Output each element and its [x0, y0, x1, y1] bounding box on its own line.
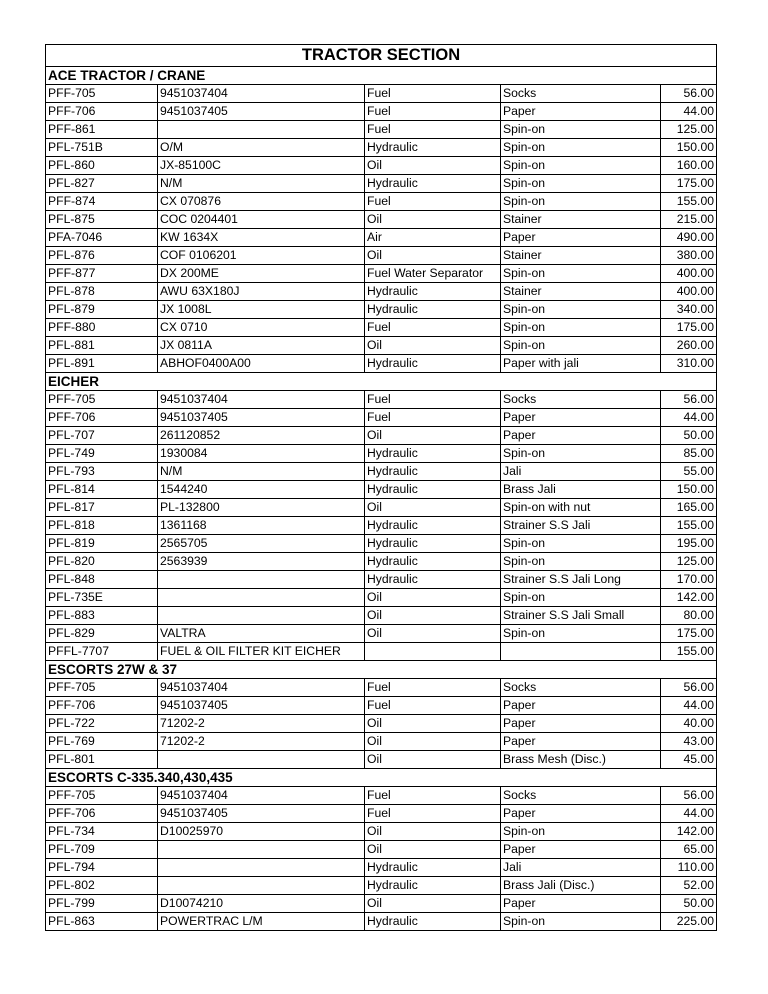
part-number-cell: PFL-878 [46, 283, 158, 301]
table-row [46, 841, 717, 859]
part-number-cell: PFL-875 [46, 211, 158, 229]
filter-application-cell: Hydraulic [365, 535, 501, 553]
filter-application-cell: Fuel [365, 319, 501, 337]
table-row [46, 679, 717, 697]
price-cell: 110.00 [661, 859, 717, 877]
filter-type-cell: Spin-on [501, 589, 661, 607]
price-cell: 400.00 [661, 265, 717, 283]
filter-type-cell: Jali [501, 463, 661, 481]
filter-application-cell: Hydraulic [365, 877, 501, 895]
price-cell: 80.00 [661, 607, 717, 625]
oem-reference-cell [158, 571, 365, 589]
sheet-title: TRACTOR SECTION [46, 45, 717, 67]
table-row [46, 175, 717, 193]
oem-reference-cell: 9451037405 [158, 805, 365, 823]
filter-type-cell: Paper with jali [501, 355, 661, 373]
part-number-cell: PFL-860 [46, 157, 158, 175]
table-row [46, 607, 717, 625]
filter-type-cell: Spin-on [501, 445, 661, 463]
price-cell: 175.00 [661, 625, 717, 643]
price-cell: 160.00 [661, 157, 717, 175]
filter-application-cell: Oil [365, 157, 501, 175]
filter-type-cell: Spin-on [501, 157, 661, 175]
filter-type-cell: Paper [501, 805, 661, 823]
price-cell: 44.00 [661, 409, 717, 427]
part-number-cell: PFA-7046 [46, 229, 158, 247]
filter-type-cell [501, 643, 661, 661]
filter-type-cell: Stainer [501, 283, 661, 301]
filter-application-cell: Oil [365, 247, 501, 265]
part-number-cell: PFL-876 [46, 247, 158, 265]
title-row [46, 45, 717, 67]
price-cell: 175.00 [661, 319, 717, 337]
oem-reference-cell: CX 070876 [158, 193, 365, 211]
filter-application-cell: Fuel [365, 391, 501, 409]
oem-reference-cell [158, 121, 365, 139]
oem-reference-cell: 9451037404 [158, 391, 365, 409]
table-row [46, 301, 717, 319]
price-cell: 56.00 [661, 787, 717, 805]
section-header-row [46, 67, 717, 85]
part-number-cell: PFL-799 [46, 895, 158, 913]
part-number-cell: PFL-818 [46, 517, 158, 535]
oem-reference-cell [158, 589, 365, 607]
filter-type-cell: Stainer [501, 211, 661, 229]
filter-application-cell: Oil [365, 733, 501, 751]
filter-type-cell: Socks [501, 85, 661, 103]
filter-type-cell: Jali [501, 859, 661, 877]
table-row [46, 265, 717, 283]
part-number-cell: PFL-883 [46, 607, 158, 625]
table-row [46, 319, 717, 337]
filter-application-cell: Fuel [365, 103, 501, 121]
oem-reference-cell: D10074210 [158, 895, 365, 913]
part-number-cell: PFF-705 [46, 85, 158, 103]
oem-reference-cell: COF 0106201 [158, 247, 365, 265]
section-title: ESCORTS C-335.340,430,435 [46, 769, 717, 787]
filter-application-cell: Hydraulic [365, 283, 501, 301]
filter-application-cell: Fuel [365, 679, 501, 697]
filter-application-cell: Oil [365, 841, 501, 859]
oem-reference-cell: JX 1008L [158, 301, 365, 319]
filter-application-cell: Oil [365, 607, 501, 625]
price-cell: 155.00 [661, 643, 717, 661]
filter-application-cell [365, 643, 501, 661]
table-row [46, 427, 717, 445]
table-row [46, 697, 717, 715]
part-number-cell: PFL-769 [46, 733, 158, 751]
part-number-cell: PFL-751B [46, 139, 158, 157]
part-number-cell: PFL-722 [46, 715, 158, 733]
price-cell: 125.00 [661, 553, 717, 571]
filter-application-cell: Hydraulic [365, 517, 501, 535]
filter-application-cell: Fuel [365, 697, 501, 715]
table-row [46, 859, 717, 877]
part-number-cell: PFL-819 [46, 535, 158, 553]
table-row [46, 463, 717, 481]
oem-reference-cell: N/M [158, 175, 365, 193]
oem-reference-cell: 1930084 [158, 445, 365, 463]
part-number-cell: PFL-749 [46, 445, 158, 463]
part-number-cell: PFF-874 [46, 193, 158, 211]
price-cell: 125.00 [661, 121, 717, 139]
filter-application-cell: Fuel [365, 121, 501, 139]
part-number-cell: PFL-891 [46, 355, 158, 373]
table-row [46, 85, 717, 103]
filter-type-cell: Paper [501, 697, 661, 715]
filter-application-cell: Hydraulic [365, 445, 501, 463]
oem-reference-cell: O/M [158, 139, 365, 157]
table-row [46, 211, 717, 229]
price-cell: 340.00 [661, 301, 717, 319]
part-number-cell: PFF-706 [46, 697, 158, 715]
filter-type-cell: Paper [501, 715, 661, 733]
price-list-body [46, 45, 717, 931]
filter-application-cell: Fuel [365, 409, 501, 427]
filter-type-cell: Socks [501, 787, 661, 805]
table-row [46, 337, 717, 355]
part-number-cell: PFL-801 [46, 751, 158, 769]
table-row [46, 247, 717, 265]
filter-type-cell: Paper [501, 841, 661, 859]
table-row [46, 733, 717, 751]
price-cell: 155.00 [661, 193, 717, 211]
filter-type-cell: Brass Jali (Disc.) [501, 877, 661, 895]
oem-reference-cell: 9451037404 [158, 85, 365, 103]
part-number-cell: PFL-881 [46, 337, 158, 355]
price-cell: 56.00 [661, 391, 717, 409]
part-number-cell: PFL-794 [46, 859, 158, 877]
table-row [46, 715, 717, 733]
table-row [46, 823, 717, 841]
oem-reference-cell: JX-85100C [158, 157, 365, 175]
filter-application-cell: Fuel [365, 805, 501, 823]
table-row [46, 517, 717, 535]
oem-reference-cell: 1361168 [158, 517, 365, 535]
price-cell: 380.00 [661, 247, 717, 265]
price-cell: 260.00 [661, 337, 717, 355]
part-number-cell: PFL-709 [46, 841, 158, 859]
filter-type-cell: Spin-on [501, 193, 661, 211]
filter-type-cell: Spin-on [501, 535, 661, 553]
table-row [46, 103, 717, 121]
filter-type-cell: Strainer S.S Jali [501, 517, 661, 535]
filter-application-cell: Hydraulic [365, 913, 501, 931]
table-row [46, 625, 717, 643]
section-header-row [46, 661, 717, 679]
price-cell: 215.00 [661, 211, 717, 229]
table-row [46, 229, 717, 247]
part-number-cell: PFF-880 [46, 319, 158, 337]
oem-reference-cell: 9451037405 [158, 103, 365, 121]
section-title: ACE TRACTOR / CRANE [46, 67, 717, 85]
filter-type-cell: Spin-on [501, 337, 661, 355]
oem-reference-cell [158, 877, 365, 895]
filter-type-cell: Spin-on [501, 319, 661, 337]
table-row [46, 787, 717, 805]
table-row [46, 193, 717, 211]
table-row [46, 283, 717, 301]
filter-application-cell: Oil [365, 823, 501, 841]
price-cell: 150.00 [661, 481, 717, 499]
price-cell: 142.00 [661, 589, 717, 607]
oem-reference-cell: KW 1634X [158, 229, 365, 247]
oem-reference-cell: POWERTRAC L/M [158, 913, 365, 931]
part-number-cell: PFL-734 [46, 823, 158, 841]
filter-application-cell: Hydraulic [365, 481, 501, 499]
part-number-cell: PFL-793 [46, 463, 158, 481]
oem-reference-cell: ABHOF0400A00 [158, 355, 365, 373]
price-cell: 50.00 [661, 427, 717, 445]
filter-application-cell: Hydraulic [365, 175, 501, 193]
oem-reference-cell [158, 841, 365, 859]
part-number-cell: PFL-802 [46, 877, 158, 895]
price-cell: 142.00 [661, 823, 717, 841]
price-cell: 65.00 [661, 841, 717, 859]
section-header-row [46, 769, 717, 787]
price-cell: 225.00 [661, 913, 717, 931]
filter-type-cell: Spin-on [501, 553, 661, 571]
part-number-cell: PFL-829 [46, 625, 158, 643]
filter-application-cell: Oil [365, 337, 501, 355]
filter-type-cell: Paper [501, 895, 661, 913]
table-row [46, 499, 717, 517]
filter-type-cell: Spin-on [501, 913, 661, 931]
filter-application-cell: Fuel [365, 787, 501, 805]
filter-application-cell: Fuel [365, 193, 501, 211]
filter-application-cell: Oil [365, 499, 501, 517]
oem-reference-cell: AWU 63X180J [158, 283, 365, 301]
oem-reference-cell: 9451037405 [158, 697, 365, 715]
price-cell: 45.00 [661, 751, 717, 769]
oem-reference-cell: VALTRA [158, 625, 365, 643]
part-number-cell: PFL-820 [46, 553, 158, 571]
oem-reference-cell: 71202-2 [158, 715, 365, 733]
price-cell: 195.00 [661, 535, 717, 553]
oem-reference-cell: FUEL & OIL FILTER KIT EICHER [158, 643, 365, 661]
filter-type-cell: Spin-on [501, 301, 661, 319]
filter-application-cell: Oil [365, 625, 501, 643]
filter-type-cell: Paper [501, 103, 661, 121]
filter-application-cell: Fuel Water Separator [365, 265, 501, 283]
filter-application-cell: Oil [365, 751, 501, 769]
price-cell: 165.00 [661, 499, 717, 517]
filter-type-cell: Paper [501, 733, 661, 751]
filter-type-cell: Spin-on [501, 121, 661, 139]
price-cell: 40.00 [661, 715, 717, 733]
price-cell: 55.00 [661, 463, 717, 481]
part-number-cell: PFF-706 [46, 805, 158, 823]
table-row [46, 157, 717, 175]
price-cell: 155.00 [661, 517, 717, 535]
table-row [46, 355, 717, 373]
part-number-cell: PFL-848 [46, 571, 158, 589]
price-cell: 52.00 [661, 877, 717, 895]
part-number-cell: PFF-706 [46, 409, 158, 427]
oem-reference-cell: 2563939 [158, 553, 365, 571]
table-row [46, 895, 717, 913]
oem-reference-cell: 1544240 [158, 481, 365, 499]
filter-application-cell: Hydraulic [365, 553, 501, 571]
filter-type-cell: Stainer [501, 247, 661, 265]
price-cell: 50.00 [661, 895, 717, 913]
filter-application-cell: Oil [365, 895, 501, 913]
oem-reference-cell: N/M [158, 463, 365, 481]
oem-reference-cell: 71202-2 [158, 733, 365, 751]
table-row [46, 805, 717, 823]
table-row [46, 121, 717, 139]
oem-reference-cell: 2565705 [158, 535, 365, 553]
filter-type-cell: Brass Jali [501, 481, 661, 499]
oem-reference-cell: D10025970 [158, 823, 365, 841]
filter-application-cell: Oil [365, 589, 501, 607]
oem-reference-cell: COC 0204401 [158, 211, 365, 229]
table-row [46, 877, 717, 895]
filter-application-cell: Hydraulic [365, 355, 501, 373]
filter-type-cell: Paper [501, 427, 661, 445]
part-number-cell: PFL-827 [46, 175, 158, 193]
oem-reference-cell: 9451037405 [158, 409, 365, 427]
table-row [46, 391, 717, 409]
filter-type-cell: Spin-on [501, 139, 661, 157]
price-list-table [45, 44, 717, 931]
part-number-cell: PFL-735E [46, 589, 158, 607]
oem-reference-cell: JX 0811A [158, 337, 365, 355]
part-number-cell: PFL-814 [46, 481, 158, 499]
price-cell: 400.00 [661, 283, 717, 301]
table-row [46, 553, 717, 571]
oem-reference-cell [158, 859, 365, 877]
price-cell: 490.00 [661, 229, 717, 247]
filter-application-cell: Oil [365, 427, 501, 445]
filter-type-cell: Socks [501, 391, 661, 409]
oem-reference-cell [158, 751, 365, 769]
filter-type-cell: Spin-on [501, 823, 661, 841]
price-cell: 43.00 [661, 733, 717, 751]
price-cell: 56.00 [661, 679, 717, 697]
oem-reference-cell: 261120852 [158, 427, 365, 445]
part-number-cell: PFL-817 [46, 499, 158, 517]
oem-reference-cell: CX 0710 [158, 319, 365, 337]
filter-type-cell: Brass Mesh (Disc.) [501, 751, 661, 769]
filter-type-cell: Spin-on [501, 265, 661, 283]
filter-application-cell: Hydraulic [365, 463, 501, 481]
table-row [46, 589, 717, 607]
filter-type-cell: Socks [501, 679, 661, 697]
filter-type-cell: Paper [501, 229, 661, 247]
filter-type-cell: Paper [501, 409, 661, 427]
part-number-cell: PFF-705 [46, 679, 158, 697]
table-row [46, 643, 717, 661]
filter-application-cell: Hydraulic [365, 571, 501, 589]
section-title: EICHER [46, 373, 717, 391]
filter-type-cell: Spin-on [501, 175, 661, 193]
price-cell: 170.00 [661, 571, 717, 589]
part-number-cell: PFF-861 [46, 121, 158, 139]
oem-reference-cell: 9451037404 [158, 787, 365, 805]
part-number-cell: PFL-863 [46, 913, 158, 931]
price-cell: 56.00 [661, 85, 717, 103]
price-cell: 44.00 [661, 697, 717, 715]
price-cell: 175.00 [661, 175, 717, 193]
price-cell: 150.00 [661, 139, 717, 157]
table-row [46, 139, 717, 157]
table-row [46, 445, 717, 463]
part-number-cell: PFL-707 [46, 427, 158, 445]
filter-type-cell: Strainer S.S Jali Small [501, 607, 661, 625]
part-number-cell: PFFL-7707 [46, 643, 158, 661]
filter-application-cell: Oil [365, 715, 501, 733]
oem-reference-cell: 9451037404 [158, 679, 365, 697]
part-number-cell: PFL-879 [46, 301, 158, 319]
table-row [46, 913, 717, 931]
price-cell: 310.00 [661, 355, 717, 373]
filter-type-cell: Strainer S.S Jali Long [501, 571, 661, 589]
filter-application-cell: Air [365, 229, 501, 247]
part-number-cell: PFF-877 [46, 265, 158, 283]
price-cell: 44.00 [661, 103, 717, 121]
filter-application-cell: Hydraulic [365, 859, 501, 877]
table-row [46, 535, 717, 553]
price-cell: 85.00 [661, 445, 717, 463]
filter-application-cell: Hydraulic [365, 301, 501, 319]
oem-reference-cell: DX 200ME [158, 265, 365, 283]
part-number-cell: PFF-706 [46, 103, 158, 121]
oem-reference-cell [158, 607, 365, 625]
price-cell: 44.00 [661, 805, 717, 823]
filter-application-cell: Oil [365, 211, 501, 229]
part-number-cell: PFF-705 [46, 391, 158, 409]
section-title: ESCORTS 27W & 37 [46, 661, 717, 679]
section-header-row [46, 373, 717, 391]
filter-application-cell: Fuel [365, 85, 501, 103]
table-row [46, 481, 717, 499]
filter-application-cell: Hydraulic [365, 139, 501, 157]
filter-type-cell: Spin-on with nut [501, 499, 661, 517]
table-row [46, 751, 717, 769]
table-row [46, 571, 717, 589]
part-number-cell: PFF-705 [46, 787, 158, 805]
oem-reference-cell: PL-132800 [158, 499, 365, 517]
filter-type-cell: Spin-on [501, 625, 661, 643]
table-row [46, 409, 717, 427]
